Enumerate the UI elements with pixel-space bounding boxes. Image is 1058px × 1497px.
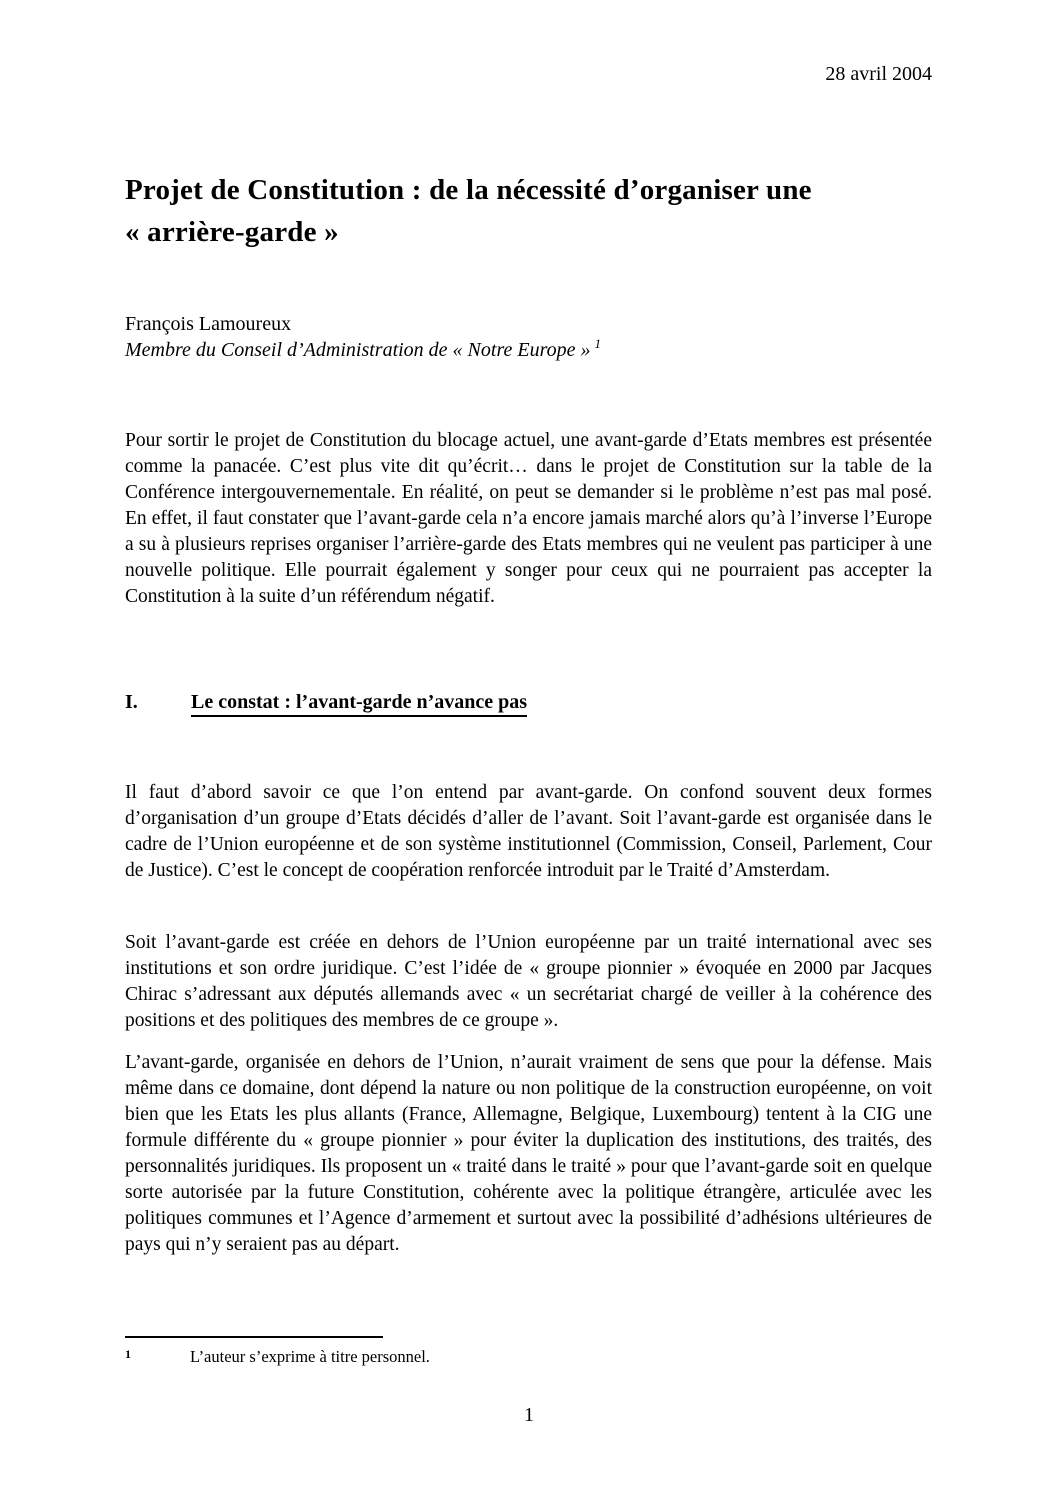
- footnote-line: [125, 1346, 932, 1368]
- author-affiliation-text: Membre du Conseil d’Administration de « Notre Europe »: [125, 339, 591, 361]
- author-name: François Lamoureux: [125, 313, 292, 335]
- section-1-paragraph-1: Il faut d’abord savoir ce que l’on entend par avant-garde. On confond souvent deux formes d’organisation d’un groupe d’Etats décidés d’aller de l’avant. Soit l’avant-garde est organisée dans le cadre de l’Union européenne et de son système institutionnel (Commission, Conseil, Parlement, Cour de Justice). C’est le concept de coopération renforcée introduit par le Traité d’Amsterdam.: [125, 782, 932, 881]
- document-title: [125, 169, 937, 253]
- footnote-marker: 1: [125, 1347, 131, 1361]
- author-block: [125, 311, 932, 363]
- document-date: 28 avril 2004: [825, 63, 932, 85]
- section-1-numeral: I.: [125, 691, 138, 713]
- author-affiliation: [125, 337, 932, 363]
- section-1-paragraph-2: Soit l’avant-garde est créée en dehors de l’Union européenne par un traité international avec ses institutions et son ordre juridique. C’est l’idée de « groupe pionnier » évoquée en 2000 par Jacques Chirac s’adressant aux députés allemands avec « un secrétariat chargé de veiller à la cohérence des positions et des politiques des membres de ce groupe ».: [125, 932, 932, 1031]
- section-1-heading-text: Le constat : l’avant-garde n’avance pas: [191, 689, 527, 717]
- document-title-line-1: Projet de Constitution : de la nécessité d’organiser une: [125, 174, 812, 206]
- section-1-heading: [125, 689, 932, 717]
- footnote-area: [125, 1336, 932, 1368]
- intro-paragraph: Pour sortir le projet de Constitution du blocage actuel, une avant-garde d’Etats membres est présentée comme la panacée. C’est plus vite dit qu’écrit… dans le projet de Constitution sur la table de la Conférence intergouvernementale. En réalité, on peut se demander si le problème n’est pas mal posé. En effet, il faut constater que l’avant-garde cela n’a encore jamais marché alors qu’à l’inverse l’Europe a su à plusieurs reprises organiser l’arrière-garde des Etats membres qui ne veulent pas participer à une nouvelle politique. Elle pourrait également y songer pour ceux qui ne pourraient pas accepter la Constitution à la suite d’un référendum négatif.: [125, 430, 932, 607]
- page-number: 1: [524, 1404, 534, 1426]
- footnote-reference-superscript: 1: [594, 336, 602, 352]
- footnote-text: L’auteur s’exprime à titre personnel.: [190, 1347, 430, 1366]
- section-1-paragraph-3: L’avant-garde, organisée en dehors de l’Union, n’aurait vraiment de sens que pour la défense. Mais même dans ce domaine, dont dépend la nature ou non politique de la construction européenne, on voit bien que les Etats les plus allants (France, Allemagne, Belgique, Luxembourg) tentent à la CIG une formule différente du « groupe pionnier » pour éviter la duplication des institutions, des traités, des personnalités juridiques. Ils proposent un « traité dans le traité » pour que l’avant-garde soit en quelque sorte autorisée par la future Constitution, cohérente avec la politique étrangère, articulée avec les politiques communes et l’Agence d’armement et surtout avec la possibilité d’adhésions ultérieures de pays qui n’y seraient pas au départ.: [125, 1052, 932, 1255]
- footnote-separator-rule: [125, 1336, 383, 1338]
- document-title-line-2: « arrière-garde »: [125, 216, 339, 248]
